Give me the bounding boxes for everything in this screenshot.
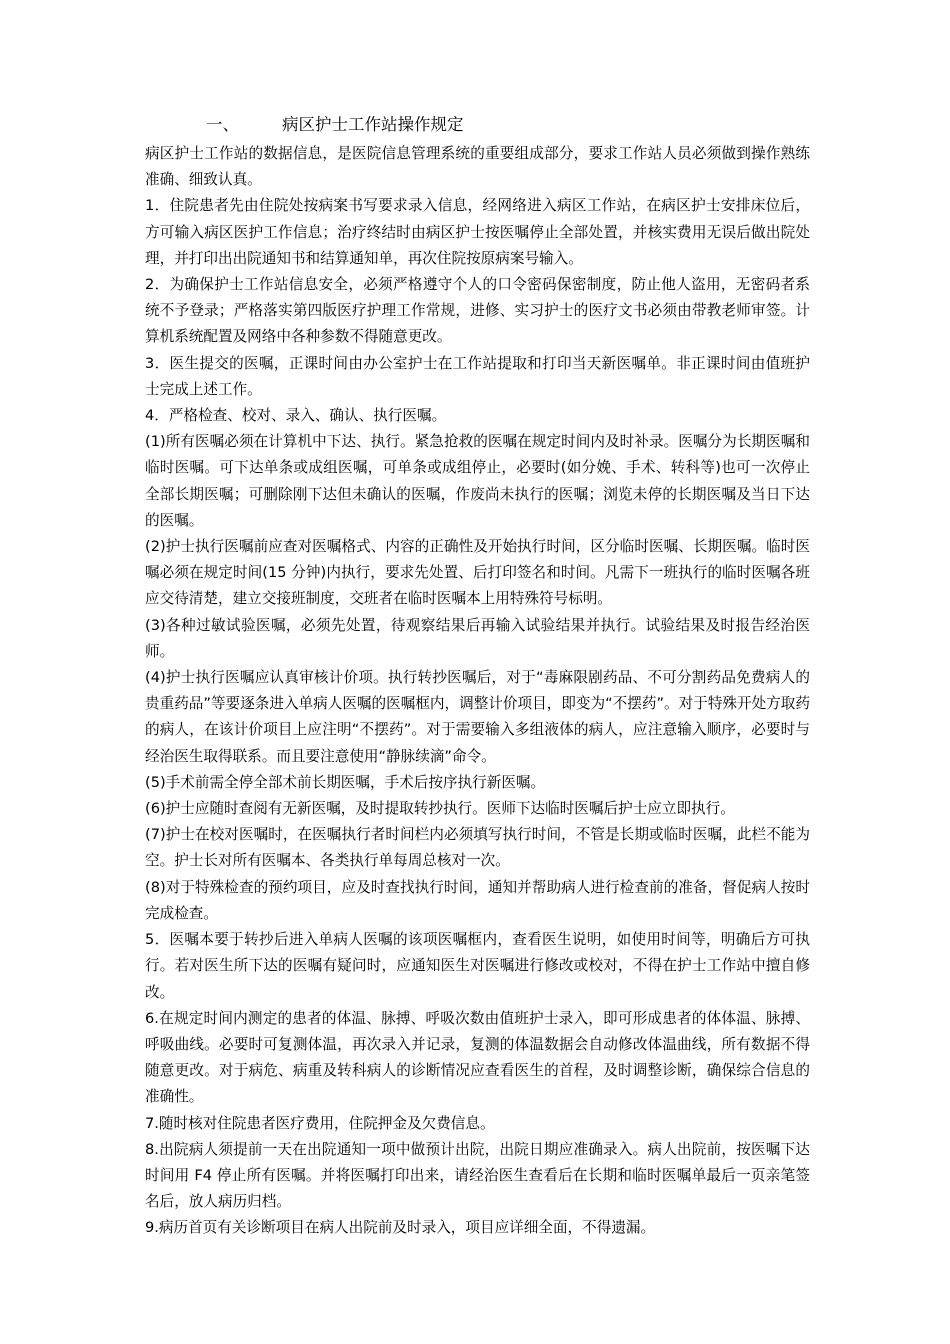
paragraph-item-2: 2．为确保护士工作站信息安全，必须严格遵守个人的口令密码保密制度，防止他人盗用，无密码者系统不予登录；严格落实第四版医疗护理工作常规，进修、实习护士的医疗文书必须由带教老师审签。计算机系统配置及网络中各种参数不得随意更改。: [145, 276, 810, 346]
paragraph-item-4-3: (3)各种过敏试验医嘱，必须先处置，待观察结果后再输入试验结果并执行。试验结果及时报告经治医师。: [145, 616, 810, 660]
paragraph-item-4-7: (7)护士在校对医嘱时，在医嘱执行者时间栏内必须填写执行时间，不管是长期或临时医嘱，此栏不能为空。护士长对所有医嘱本、各类执行单每周总核对一次。: [145, 826, 810, 870]
section-title-text: 病区护士工作站操作规定: [282, 115, 464, 134]
paragraph-item-8: 8.出院病人须提前一天在出院通知一项中做预计出院，出院日期应准确录入。病人出院前，按医嘱下达时间用 F4 停止所有医嘱。并将医嘱打印出来，请经治医生查看后在长期和临时医嘱单最后一页亲笔签名后，放人病历归档。: [145, 1140, 810, 1211]
paragraph-item-4-2: (2)护士执行医嘱前应查对医嘱格式、内容的正确性及开始执行时间，区分临时医嘱、长期医嘱。临时医嘱必须在规定时间(15 分钟)内执行，要求先处置、后打印签名和时间。凡需下一班执行的临时医嘱各班应交待清楚，建立交接班制度，交班者在临时医嘱本上用特殊符号标明。: [145, 538, 810, 608]
paragraph-item-4-5: (5)手术前需全停全部术前长期医嘱，手术后按序执行新医嘱。: [145, 773, 546, 791]
paragraph-item-4-1: (1)所有医嘱必须在计算机中下达、执行。紧急抢救的医嘱在规定时间内及时补录。医嘱分为长期医嘱和临时医嘱。可下达单条或成组医嘱，可单条或成组停止，必要时(如分娩、手术、转科等)也可一次停止全部长期医嘱；可删除刚下达但未确认的医嘱，作废尚未执行的医嘱；浏览未停的长期医嘱及当日下达的医嘱。: [145, 433, 810, 529]
paragraph-item-4: 4．严格检查、校对、录入、确认、执行医嘱。: [145, 407, 447, 425]
paragraph-item-3: 3．医生提交的医嘱，正课时间由办公室护士在工作站提取和打印当天新医嘱单。非正课时间由值班护士完成上述工作。: [145, 354, 810, 398]
document-body: [145, 141, 810, 1242]
paragraph-item-6: 6.在规定时间内测定的患者的体温、脉搏、呼吸次数由值班护士录入，即可形成患者的体体温、脉搏、呼吸曲线。必要时可复测体温，再次录入并记录，复测的体温数据会自动修改体温曲线，所有数据不得随意更改。对于病危、病重及转科病人的诊断情况应查看医生的首程，及时调整诊断，确保综合信息的准确性。: [145, 1009, 810, 1106]
paragraph-item-4-8: (8)对于特殊检查的预约项目，应及时查找执行时间，通知并帮助病人进行检查前的准备，督促病人按时完成检查。: [145, 878, 810, 922]
paragraph-item-1: 1．住院患者先由住院处按病案书写要求录入信息，经网络进入病区工作站，在病区护士安排床位后，方可输入病区医护工作信息；治疗终结时由病区护士按医嘱停止全部处置，并核实费用无误后做出院处理，并打印出出院通知书和结算通知单，再次住院按原病案号输入。: [145, 197, 810, 267]
paragraph-item-7: 7.随时核对住院患者医疗费用，住院押金及欠费信息。: [145, 1114, 495, 1132]
paragraph-item-4-6: (6)护士应随时查阅有无新医嘱，及时提取转抄执行。医师下达临时医嘱后护士应立即执行。: [145, 800, 735, 818]
paragraph-item-9: 9.病历首页有关诊断项目在病人出院前及时录入，项目应详细全面，不得遗漏。: [145, 1219, 656, 1237]
section-number: 一、: [206, 115, 239, 134]
paragraph-intro: 病区护士工作站的数据信息，是医院信息管理系统的重要组成部分，要求工作站人员必须做到操作熟练准确、细致认真。: [145, 145, 810, 189]
paragraph-item-5: 5．医嘱本要于转抄后进入单病人医嘱的该项医嘱框内，查看医生说明，如使用时间等，明确后方可执行。若对医生所下达的医嘱有疑问时，应通知医生对医嘱进行修改或校对，不得在护士工作站中擅自修改。: [145, 931, 810, 1001]
section-title: [206, 113, 464, 137]
paragraph-item-4-4: (4)护士执行医嘱应认真审核计价项。执行转抄医嘱后，对于“毒麻限剧药品、不可分割药品免费病人的贵重药品”等要逐条进入单病人医嘱的医嘱框内，调整计价项目，即变为“不摆药”。对于特殊开处方取药的病人，在该计价项目上应注明“不摆药”。对于需要输入多组液体的病人，应注意输入顺序，必要时与经治医生取得联系。而且要注意使用“静脉续滴”命令。: [145, 669, 810, 765]
